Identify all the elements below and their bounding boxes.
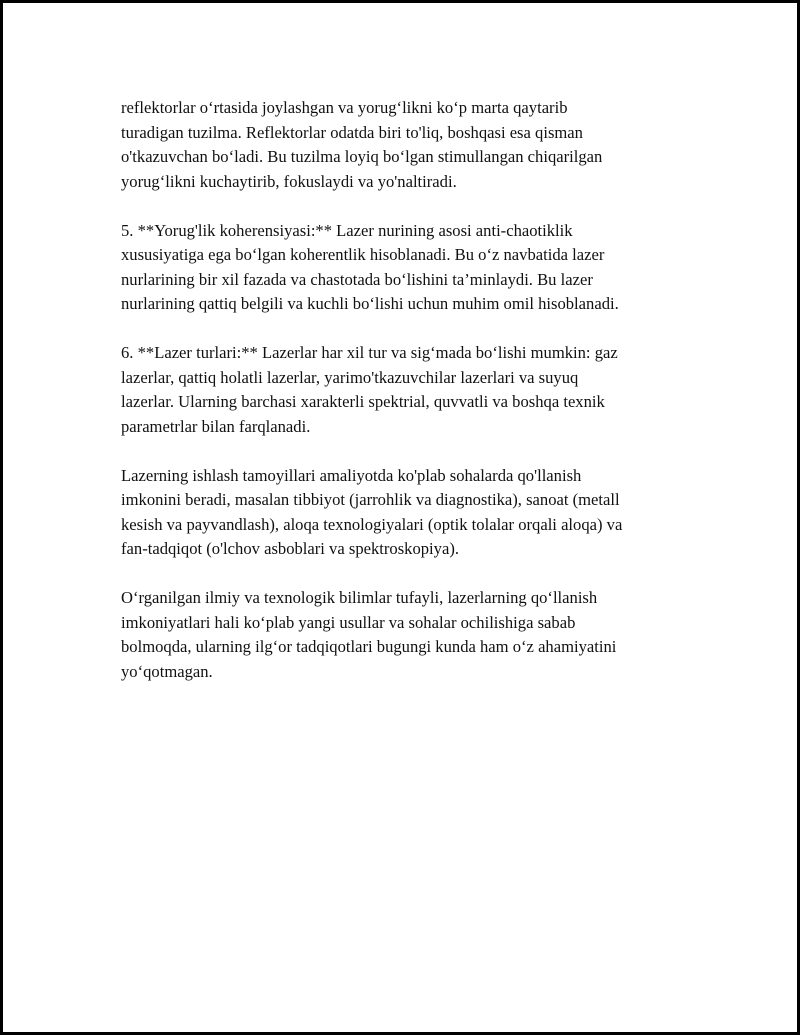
text-line: o'tkazuvchan bo‘ladi. Bu tuzilma loyiq bo‘lgan stimullangan chiqarilgan [121, 147, 603, 166]
text-line: bolmoqda, ularning ilg‘or tadqiqotlari bugungi kunda ham o‘z ahamiyatini [121, 637, 617, 656]
paragraph-laser-types [121, 341, 681, 439]
text-line: xususiyatiga ega bo‘lgan koherentlik hisoblanadi. Bu o‘z navbatida lazer [121, 245, 605, 264]
text-line: yorug‘likni kuchaytirib, fokuslaydi va yo'naltiradi. [121, 171, 457, 191]
text-line: lazerlar. Ularning barchasi xarakterli spektrial, quvvatli va boshqa texnik [121, 392, 605, 411]
text-line: fan-tadqiqot (o'lchov asboblari va spektroskopiya). [121, 539, 460, 558]
text-line: parametrlar bilan farqlanadi. [121, 416, 311, 436]
text-line: O‘rganilgan ilmiy va texnologik bilimlar tufayli, lazerlarning qo‘llanish [121, 588, 598, 607]
text-line: nurlarining qattiq belgili va kuchli bo‘lishi uchun muhim omil hisoblanadi. [121, 294, 619, 313]
paragraph-reflectors [121, 96, 681, 194]
document-body [121, 96, 681, 709]
text-line: yo‘qotmagan. [121, 661, 213, 681]
paragraph-applications [121, 464, 681, 562]
text-line: imkoniyatlari hali ko‘plab yangi usullar va sohalar ochilishiga sabab [121, 612, 576, 632]
text-line: imkonini beradi, masalan tibbiyot (jarrohlik va diagnostika), sanoat (metall [121, 490, 620, 509]
text-line: reflektorlar o‘rtasida joylashgan va yorug‘likni ko‘p marta qaytarib [121, 98, 568, 117]
text-line: lazerlar, qattiq holatli lazerlar, yarimo'tkazuvchilar lazerlari va suyuq [121, 367, 579, 387]
text-line: nurlarining bir xil fazada va chastotada bo‘lishini ta’minlaydi. Bu lazer [121, 269, 593, 289]
text-line: Lazerning ishlash tamoyillari amaliyotda ko'plab sohalarda qo'llanish [121, 465, 582, 485]
paragraph-coherence [121, 219, 681, 317]
text-line: 5. **Yorug'lik koherensiyasi:** Lazer nurining asosi anti-chaotiklik [121, 220, 573, 240]
text-line: turadigan tuzilma. Reflektorlar odatda biri to'liq, boshqasi esa qisman [121, 122, 583, 142]
text-line: 6. **Lazer turlari:** Lazerlar har xil tur va sig‘mada bo‘lishi mumkin: gaz [121, 343, 618, 362]
paragraph-conclusion [121, 586, 681, 684]
text-line: kesish va payvandlash), aloqa texnologiyalari (optik tolalar orqali aloqa) va [121, 514, 623, 534]
